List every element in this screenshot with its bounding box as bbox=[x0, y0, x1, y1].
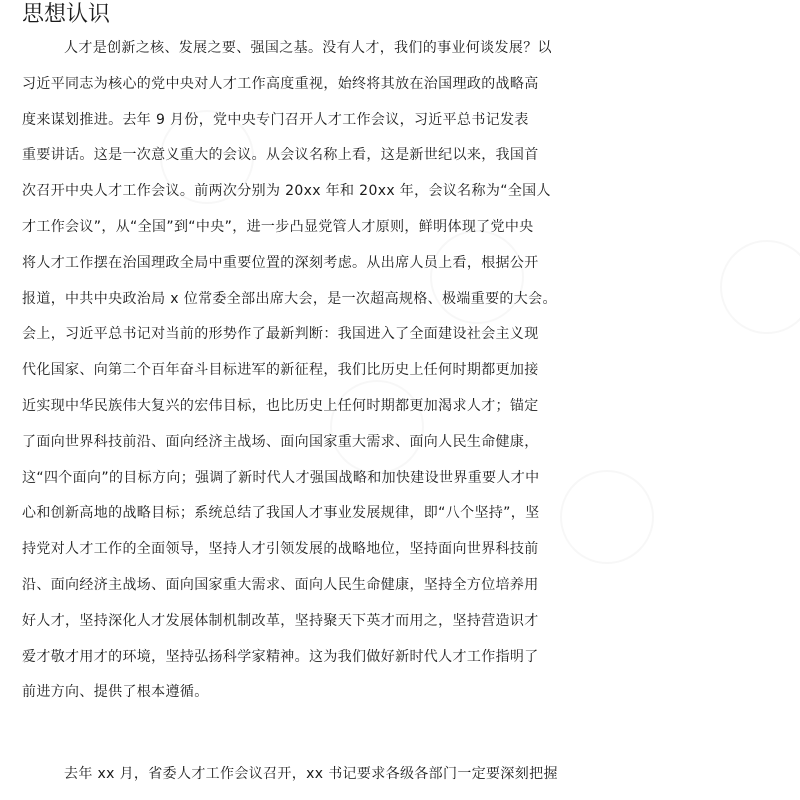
paragraph-line: 爱才敬才用才的环境，坚持弘扬科学家精神。这为我们做好新时代人才工作指明了 bbox=[22, 648, 539, 665]
paragraph-line: 好人才，坚持深化人才发展体制机制改革，坚持聚天下英才而用之，坚持营造识才 bbox=[22, 612, 539, 629]
paragraph-line: 代化国家、向第二个百年奋斗目标进军的新征程，我们比历史上任何时期都更加接 bbox=[22, 362, 539, 379]
paragraph-line: 人才是创新之核、发展之要、强国之基。没有人才，我们的事业何谈发展？以 bbox=[64, 40, 552, 56]
paragraph-line: 才工作会议”，从“全国”到“中央”，进一步凸显党管人才原则，鲜明体现了党中央 bbox=[22, 218, 534, 235]
paragraph-line: 近实现中华民族伟大复兴的宏伟目标，也比历史上任何时期都更加渴求人才；锚定 bbox=[22, 397, 539, 414]
paragraph-line: 去年 xx 月，省委人才工作会议召开，xx 书记要求各级各部门一定要深刻把握 bbox=[64, 766, 558, 782]
paragraph bbox=[22, 757, 782, 793]
paragraph-line: 这“四个面向”的目标方向；强调了新时代人才强国战略和加快建设世界重要人才中 bbox=[22, 469, 540, 486]
paragraph-line: 沿、面向经济主战场、面向国家重大需求、面向人民生命健康，坚持全方位培养用 bbox=[22, 576, 539, 593]
paragraph-line: 会上，习近平总书记对当前的形势作了最新判断：我国进入了全面建设社会主义现 bbox=[22, 326, 539, 343]
paragraph-line: 报道，中共中央政治局 x 位常委全部出席大会，是一次超高规格、极端重要的大会。 bbox=[22, 290, 557, 307]
paragraph-line: 持党对人才工作的全面领导，坚持人才引领发展的战略地位，坚持面向世界科技前 bbox=[22, 541, 539, 558]
paragraph-line: 心和创新高地的战略目标；系统总结了我国人才事业发展规律，即“八个坚持”，坚 bbox=[22, 505, 540, 522]
paragraph-line: 将人才工作摆在治国理政全局中重要位置的深刻考虑。从出席人员上看，根据公开 bbox=[22, 254, 539, 271]
paragraph-line: 度来谋划推进。去年 9 月份，党中央专门召开人才工作会议，习近平总书记发表 bbox=[22, 111, 529, 128]
paragraph-line: 次召开中央人才工作会议。前两次分别为 20xx 年和 20xx 年，会议名称为“全国人 bbox=[22, 183, 551, 200]
paragraph-line: 习近平同志为核心的党中央对人才工作高度重视，始终将其放在治国理政的战略高 bbox=[22, 75, 539, 92]
section-heading: 思想认识 bbox=[22, 2, 111, 27]
paragraph-line: 了面向世界科技前沿、面向经济主战场、面向国家重大需求、面向人民生命健康， bbox=[22, 433, 539, 450]
paragraph bbox=[22, 31, 782, 711]
paragraph-line: 前进方向、提供了根本遵循。 bbox=[22, 684, 209, 701]
paragraph-line: 重要讲话。这是一次意义重大的会议。从会议名称上看，这是新世纪以来，我国首 bbox=[22, 147, 539, 164]
